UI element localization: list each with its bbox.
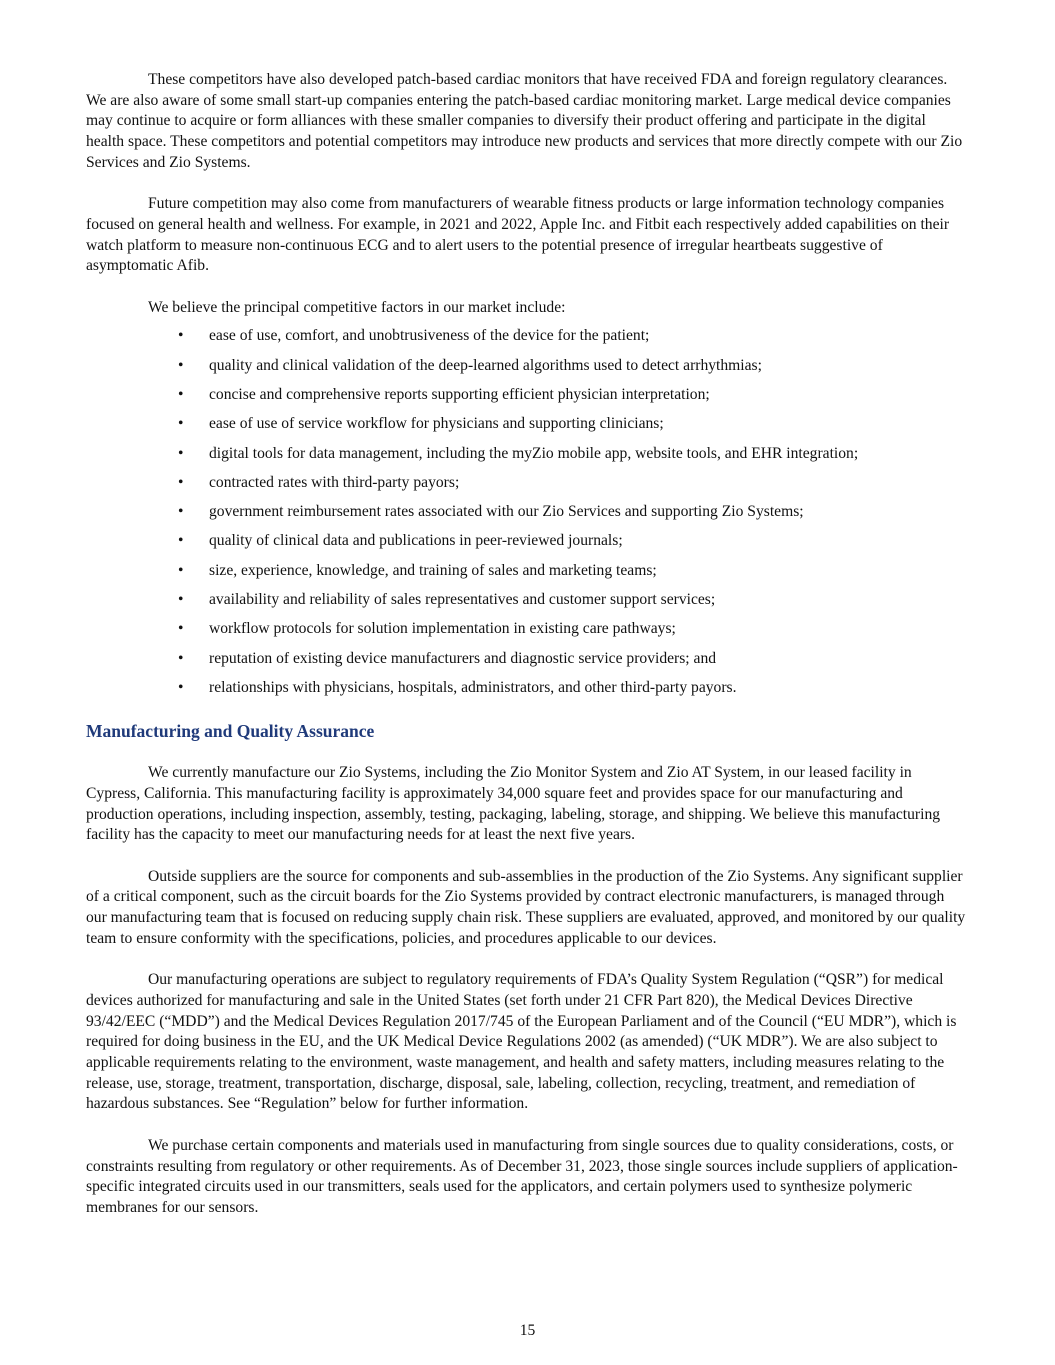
paragraph-competitive-factors-intro: We believe the principal competitive factors in our market include: [148, 298, 566, 316]
list-item-text: ease of use, comfort, and unobtrusiveness of the device for the patient; [209, 327, 650, 345]
paragraph-competitors-patch: These competitors have also developed patch-based cardiac monitors that have received FDA and foreign regulatory clearances. We are also aware of some small start-up companies entering the patch-based cardiac monitoring market. Large medical device companies may continue to acquire or form alliances with these smaller companies to diversify their product offering and participate in the digital health space. These competitors and potential competitors may introduce new products and services that more directly compete with our Zio Services and Zio Systems. [86, 71, 963, 171]
bullet-marker: • [178, 356, 184, 374]
list-item-text: quality and clinical validation of the deep-learned algorithms used to detect arrhythmias; [209, 356, 762, 374]
list-item-text: digital tools for data management, including the myZio mobile app, website tools, and EHR integration; [209, 444, 859, 462]
bullet-marker: • [178, 591, 184, 609]
list-item [86, 356, 966, 385]
list-item-text: availability and reliability of sales representatives and customer support services; [209, 591, 716, 609]
list-item [86, 326, 966, 355]
list-item-text: reputation of existing device manufacturers and diagnostic service providers; and [209, 649, 717, 667]
list-item-text: contracted rates with third-party payors; [209, 473, 460, 491]
list-item [86, 531, 966, 560]
competitive-factors-list [86, 326, 966, 707]
list-item [86, 590, 966, 619]
list-item-text: relationships with physicians, hospitals, administrators, and other third-party payors. [209, 678, 737, 696]
page-number: 15 [519, 1322, 536, 1339]
bullet-marker: • [178, 386, 184, 403]
list-item [86, 385, 966, 414]
paragraph-future-competition: Future competition may also come from manufacturers of wearable fitness products or large information technology companies focused on general health and wellness. For example, in 2021 and 2022, Apple Inc. and Fitbit each respectively added capabilities on their watch platform to measure non-continuous ECG and to alert users to the potential presence of irregular heartbeats suggestive of asymptomatic Afib. [86, 195, 950, 275]
paragraph-regulatory-requirements: Our manufacturing operations are subject to regulatory requirements of FDA’s Quality System Regulation (“QSR”) for medical devices authorized for manufacturing and sale in the United States (set forth under 21 CFR Part 820), the Medical Devices Directive 93/42/EEC (“MDD”) and the Medical Devices Regulation 2017/745 of the European Parliament and of the Council (“EU MDR”), which is required for doing business in the EU, and the UK Medical Device Regulations 2002 (as amended) (“UK MDR”). We are also subject to applicable requirements relating to the environment, waste management, and health and safety matters, including measures relating to the release, use, storage, treatment, transportation, discharge, disposal, sale, labeling, collection, recycling, treatment, and remediation of hazardous substances. See “Regulation” below for further information. [86, 971, 957, 1113]
bullet-marker: • [178, 327, 184, 345]
paragraph-outside-suppliers: Outside suppliers are the source for components and sub-assemblies in the production of the Zio Systems. Any significant supplier of a critical component, such as the circuit boards for the Zio Systems provided by contract electronic manufacturers, is managed through our manufacturing team that is focused on reducing supply chain risk. These suppliers are evaluated, approved, and monitored by our quality team to ensure conformity with the specifications, policies, and procedures applicable to our devices. [86, 867, 966, 947]
list-item-text: ease of use of service workflow for physicians and supporting clinicians; [209, 415, 664, 433]
bullet-marker: • [178, 444, 184, 462]
bullet-marker: • [178, 561, 184, 579]
list-item-text: workflow protocols for solution implementation in existing care pathways; [209, 620, 676, 638]
list-item-text: quality of clinical data and publications in peer-reviewed journals; [209, 532, 623, 550]
bullet-marker: • [178, 620, 184, 638]
bullet-marker: • [178, 415, 184, 433]
document-page [86, 70, 966, 1239]
list-item [86, 414, 966, 443]
list-item [86, 619, 966, 648]
list-item-text: concise and comprehensive reports supporting efficient physician interpretation; [209, 386, 710, 403]
list-item-text: government reimbursement rates associated with our Zio Services and supporting Zio Systems; [209, 503, 804, 521]
list-item [86, 502, 966, 531]
paragraph-manufacturing-facility: We currently manufacture our Zio Systems, including the Zio Monitor System and Zio AT System, in our leased facility in Cypress, California. This manufacturing facility is approximately 34,000 square feet and provides space for our manufacturing and production operations, including inspection, assembly, testing, packaging, labeling, storage, and shipping. We believe this manufacturing facility has the capacity to meet our manufacturing needs for at least the next five years. [86, 764, 941, 844]
list-item [86, 444, 966, 473]
list-item [86, 678, 966, 707]
list-item [86, 473, 966, 502]
list-item [86, 649, 966, 678]
bullet-marker: • [178, 649, 184, 667]
bullet-marker: • [178, 473, 184, 491]
paragraph-single-sources: We purchase certain components and materials used in manufacturing from single sources due to quality considerations, costs, or constraints resulting from regulatory or other requirements. As of December 31, 2023, those single sources include suppliers of application-specific integrated circuits used in our transmitters, seals used for the applicators, and certain polymers used to synthesize polymeric membranes for our sensors. [86, 1136, 958, 1216]
list-item [86, 561, 966, 590]
bullet-marker: • [178, 678, 184, 696]
bullet-marker: • [178, 503, 184, 521]
list-item-text: size, experience, knowledge, and training of sales and marketing teams; [209, 561, 657, 579]
section-heading-manufacturing: Manufacturing and Quality Assurance [86, 721, 375, 742]
bullet-marker: • [178, 532, 184, 550]
